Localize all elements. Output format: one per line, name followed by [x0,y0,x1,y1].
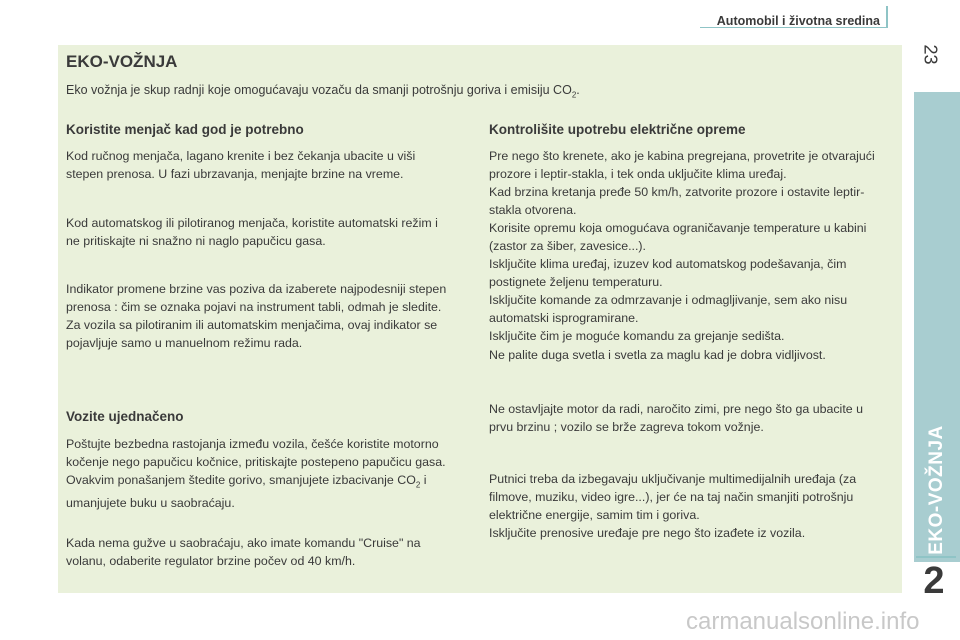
text-line: umanjujete buku u saobraćaju. [66,496,235,511]
section-heading-electrical: Kontrolišite upotrebu električne opreme [489,122,746,137]
text-line: električne energije, samim tim i goriva. [489,508,700,522]
text-line: filmove, muziku, video igre...), jer će na taj način smanjiti potrošnju [489,490,854,504]
paragraph-cruise-control [66,534,476,570]
paragraph-gear-indicator [66,280,476,352]
text-line: Ne ostavljajte motor da radi, naročito zimi, pre nego što ga ubacite u [489,402,863,416]
text-line: Poštujte bezbedna rastojanja između vozila, češće koristite motorno [66,437,439,451]
text-line: kočenje nego papučicu kočnice, pritiskajte postepeno papučicu gasa. [66,455,446,469]
text-line: prozore i leptir-stakla, i tek onda uključite klima uređaj. [489,167,787,181]
text-line: Indikator promene brzine vas poziva da izaberete najpodesniji stepen [66,282,447,296]
text-line: Isključite prenosive uređaje pre nego što izađete iz vozila. [489,526,806,540]
chapter-side-tab-label [912,420,960,560]
text-line: automatski isprogramirane. [489,311,639,325]
intro-subscript: 2 [571,90,577,100]
paragraph-multimedia [489,470,899,542]
text-line: prvu brzinu ; vozilo se brže zagreva tokom vožnje. [489,420,764,434]
chapter-number: 2 [923,560,945,602]
text-line: Isključite klima uređaj, izuzev kod automatskog podešavanja, čim [489,257,847,271]
text-line: Ne palite duga svetla i svetla za maglu kad je dobra vidljivost. [489,348,826,362]
text-line: Kad brzina kretanja pređe 50 km/h, zatvorite prozore i ostavite leptir- [489,185,865,199]
text-line: Putnici treba da izbegavaju uključivanje multimedijalnih uređaja (za [489,472,857,486]
paragraph-safe-distance [66,435,476,512]
co2-subscript: 2 [415,480,421,490]
text-line: Kada nema gužve u saobraćaju, ako imate komandu "Cruise" na [66,536,421,550]
text-line: stakla otvorena. [489,203,577,217]
section-heading-gearbox: Koristite menjač kad god je potrebno [66,122,304,137]
watermark: carmanualsonline.info [686,608,920,635]
chapter-rule [916,556,956,558]
text-line [66,471,476,494]
paragraph-engine-idle [489,400,899,436]
text-line: Isključite komande za odmrzavanje i odmagljivanje, sem ako nisu [489,293,848,307]
text-line: Kod ručnog menjača, lagano krenite i bez čekanja ubacite u viši [66,149,416,163]
page-number: 23 [920,44,941,65]
paragraph-manual-gearbox [66,147,476,183]
text-line: Za vozila sa pilotiranim ili automatskim menjačima, ovaj indikator se [66,318,438,332]
text-line: volanu, odaberite regulator brzine počev od 40 km/h. [66,554,356,568]
intro-tail: . [576,83,580,97]
text-line: stepen prenosa. U fazi ubrzavanja, menjajte brzine na vreme. [66,167,404,181]
text-line: Korisite opremu koja omogućava ograničavanje temperature u kabini [489,221,867,235]
section-heading-drive-smoothly: Vozite ujednačeno [66,409,184,424]
paragraph-electrical-equipment [489,147,899,345]
text-fragment: i [420,473,427,487]
text-line: postignete željenu temperaturu. [489,275,663,289]
intro-text: Eko vožnja je skup radnji koje omogućavaju vozaču da smanji potrošnju goriva i emisiju CO [66,83,572,97]
text-line: Kod automatskog ili pilotiranog menjača, koristite automatski režim i [66,216,438,230]
text-line: pojavljuje samo u manuelnom režimu rada. [66,336,303,350]
paragraph-automatic-gearbox [66,214,476,250]
chapter-label-text: EKO-VOŽNJA [926,425,948,555]
text-fragment: Ovakvim ponašanjem štedite gorivo, smanjujete izbacivanje CO [66,473,416,487]
header-title: Automobil i životna sredina [716,14,880,28]
page-title: EKO-VOŽNJA [66,52,178,71]
intro-paragraph [66,82,866,104]
text-line: (zastor za šiber, zavesice...). [489,239,646,253]
text-line: ne pritiskajte ni snažno ni naglo papučicu gasa. [66,234,326,248]
text-line: Pre nego što krenete, ako je kabina pregrejana, provetrite je otvarajući [489,149,875,163]
text-line: Isključite čim je moguće komandu za grejanje sedišta. [489,329,785,343]
paragraph-headlights [489,346,899,364]
text-line: prenosa : čim se oznaka pojavi na instrument tabli, odmah je sledite. [66,300,442,314]
